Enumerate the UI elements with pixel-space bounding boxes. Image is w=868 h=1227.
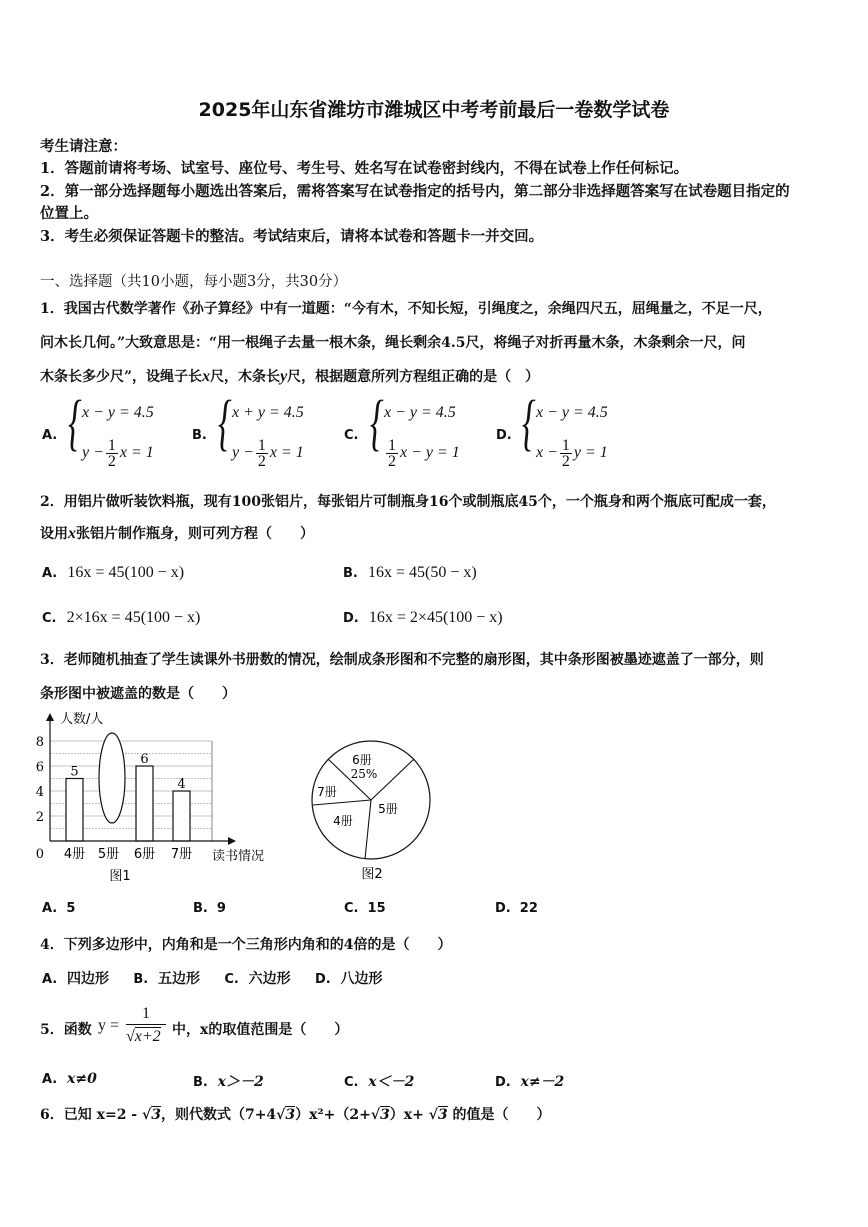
q2-text: 设用x张铝片制作瓶身，则可列方程（ ） bbox=[40, 525, 314, 542]
option-label[interactable]: C. bbox=[344, 428, 359, 443]
q3-option-c[interactable]: C. 15 bbox=[344, 901, 386, 916]
q1-text: 木条长多少尺”，设绳子长x尺，木条长y尺，根据题意所列方程组正确的是（ ） bbox=[40, 368, 540, 385]
page-title: 2025年山东省潍坊市潍城区中考考前最后一卷数学试卷 bbox=[198, 99, 670, 121]
notice-item: 1．答题前请将考场、试室号、座位号、考生号、姓名写在试卷密封线内，不得在试卷上作任何标记。 bbox=[40, 160, 689, 177]
option-label[interactable]: A. bbox=[42, 428, 58, 443]
y-axis-arrow bbox=[46, 713, 54, 721]
q2-option-d[interactable]: D. 16x = 2×45(100 − x) bbox=[343, 609, 503, 626]
q2-text: 2．用铝片做听装饮料瓶，现有100张铝片，每张铝片可制瓶身16个或制瓶底45个，一个瓶身和两个瓶底可配成一套， bbox=[40, 494, 776, 510]
q5-prefix: 5．函数 bbox=[40, 1022, 92, 1038]
q3-text: 条形图中被遮盖的数是（ ） bbox=[40, 686, 236, 702]
pie-chart bbox=[300, 740, 440, 885]
section-heading: 一、选择题（共10小题，每小题3分，共30分） bbox=[40, 274, 348, 290]
notice-heading: 考生请注意： bbox=[40, 138, 127, 155]
q1-text: 1．我国古代数学著作《孙子算经》中有一道题：“今有木，不知长短，引绳度之，余绳四尺五，屈绳量之，不足一尺， bbox=[40, 301, 772, 317]
equation-system-d: { x − y = 4.5 x − $\frac{1}{2}$ y = 1 bbox=[522, 389, 608, 470]
equation-system-c: { x − y = 4.5 $\frac{1}{2}$ x − y = 1 bbox=[370, 389, 460, 470]
x-tick-label: 5册 bbox=[97, 847, 120, 862]
pie-slice-percent: 25% bbox=[350, 767, 378, 781]
x-tick-label: 4册 bbox=[63, 847, 86, 862]
y-tick-label: 8 bbox=[35, 735, 44, 750]
q1-text: 问木长几何。”大致意思是：“用一根绳子去量一根木条，绳长剩余4.5尺，将绳子对折再量木条，木条剩余一尺，问 bbox=[40, 335, 746, 351]
q3-option-d[interactable]: D. 22 bbox=[495, 901, 538, 916]
x-axis-arrow bbox=[228, 837, 236, 845]
x-axis-label: 读书情况 bbox=[212, 849, 265, 864]
equation-system-a: { x − y = 4.5 y − $\frac{1}{2}$ x = 1 bbox=[68, 389, 154, 470]
notice-item: 2．第一部分选择题每小题选出答案后，需将答案写在试卷指定的括号内，第二部分非选择题答案写在试卷题目指定的 bbox=[40, 183, 790, 200]
y-tick-label: 2 bbox=[35, 810, 44, 825]
ink-blot bbox=[99, 733, 125, 823]
q5-suffix: 中，x的取值范围是（ ） bbox=[172, 1022, 349, 1038]
q3-option-b[interactable]: B. 9 bbox=[193, 901, 226, 916]
bar bbox=[173, 791, 190, 841]
q4-text: 4．下列多边形中，内角和是一个三角形内角和的4倍的是（ ） bbox=[40, 937, 452, 953]
q4-option-d[interactable]: D. 八边形 bbox=[314, 971, 383, 987]
y-tick-label: 0 bbox=[35, 847, 44, 862]
q2-option-b[interactable]: B. 16x = 45(50 − x) bbox=[343, 564, 477, 581]
pie-slice-label: 6册 bbox=[352, 753, 372, 767]
q2-option-c[interactable]: C. 2×16x = 45(100 − x) bbox=[42, 609, 201, 626]
data-label: 5 bbox=[70, 764, 79, 780]
y-tick-label: 4 bbox=[35, 785, 44, 800]
q5-option-a[interactable]: A. x≠0 bbox=[42, 1071, 97, 1087]
x-tick-label: 6册 bbox=[133, 847, 156, 862]
figure-caption: 图2 bbox=[361, 867, 383, 882]
q3-text: 3．老师随机抽查了学生读课外书册数的情况，绘制成条形图和不完整的扇形图，其中条形图被墨迹遮盖了一部分，则 bbox=[40, 652, 764, 668]
pie-slice-label: 5册 bbox=[378, 802, 398, 816]
pie-slice-label: 7册 bbox=[317, 785, 337, 799]
pie-slice-label: 4册 bbox=[333, 814, 353, 828]
y-axis-label: 人数/人 bbox=[60, 712, 104, 727]
q6-text: 6．已知 x=2 - √3，则代数式（7+4√3）x²+（2+√3）x+ √3 的值是（ ） bbox=[40, 1107, 551, 1123]
q5-func: y = bbox=[98, 1017, 120, 1034]
q3-option-a[interactable]: A. 5 bbox=[42, 901, 76, 916]
data-label: 6 bbox=[140, 752, 149, 767]
option-label[interactable]: D. bbox=[496, 428, 512, 443]
bar bbox=[136, 766, 153, 841]
q5-option-c[interactable]: C. x＜－2 bbox=[344, 1074, 415, 1090]
q4-option-c[interactable]: C. 六边形 bbox=[224, 971, 291, 987]
q5-option-b[interactable]: B. x＞－2 bbox=[193, 1074, 264, 1090]
figure-caption: 图1 bbox=[109, 869, 131, 884]
q5-option-d[interactable]: D. x≠－2 bbox=[495, 1074, 565, 1090]
bar-chart bbox=[30, 705, 280, 885]
q4-option-a[interactable]: A. 四边形 bbox=[42, 971, 109, 987]
notice-item: 位置上。 bbox=[40, 205, 98, 222]
notice-item: 3．考生必须保证答题卡的整洁。考试结束后，请将本试卷和答题卡一并交回。 bbox=[40, 228, 544, 245]
data-label: 4 bbox=[177, 777, 186, 792]
y-tick-label: 6 bbox=[35, 760, 44, 775]
q5-numerator: 1 bbox=[126, 1004, 166, 1025]
q4-options bbox=[42, 968, 382, 988]
option-label[interactable]: B. bbox=[192, 428, 207, 443]
equation-system-b: { x + y = 4.5 y − $\frac{1}{2}$ x = 1 bbox=[218, 389, 304, 470]
q5-denominator: √x+2 bbox=[126, 1028, 161, 1045]
q1-options bbox=[40, 389, 840, 478]
q4-option-b[interactable]: B. 五边形 bbox=[133, 971, 200, 987]
bar bbox=[66, 779, 83, 842]
x-tick-label: 7册 bbox=[170, 847, 193, 862]
q2-option-a[interactable]: A. 16x = 45(100 − x) bbox=[42, 564, 185, 581]
